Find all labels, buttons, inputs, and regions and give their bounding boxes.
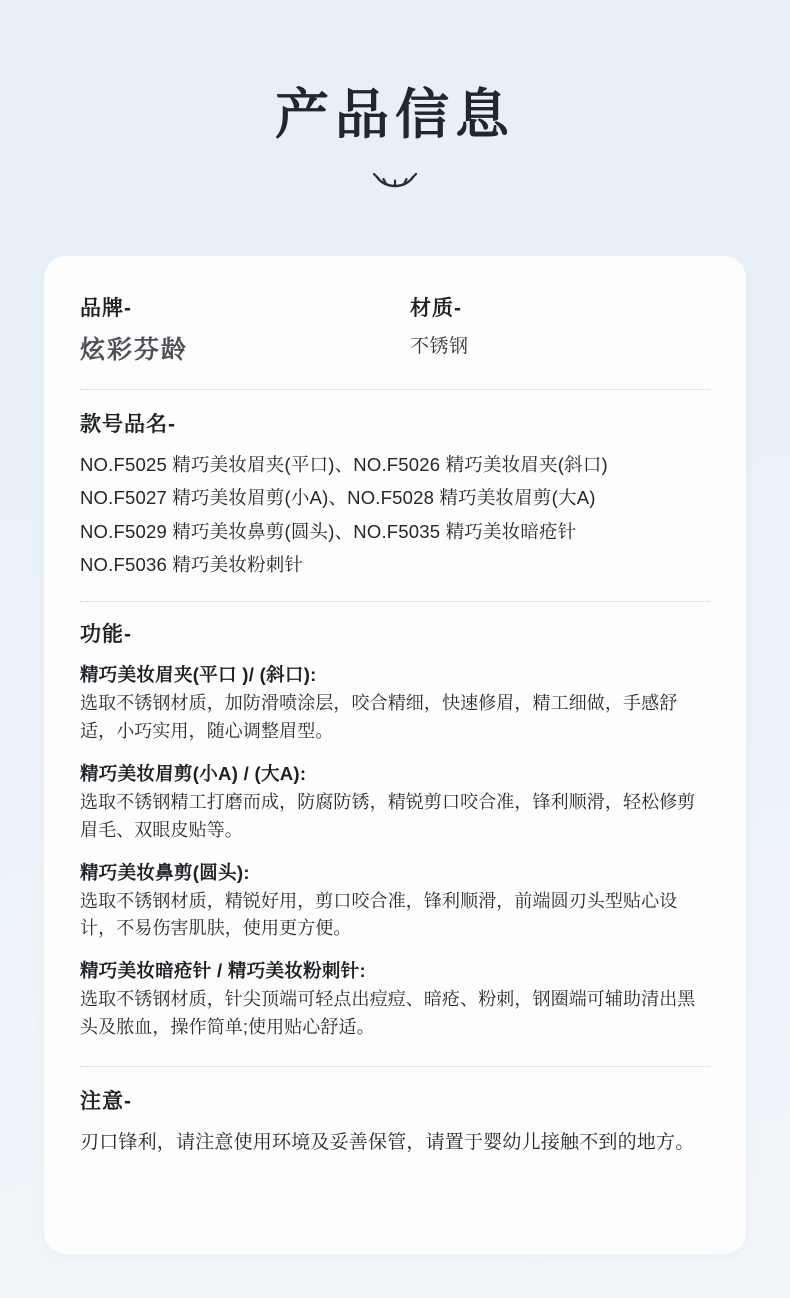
function-item-body: 选取不锈钢精工打磨而成，防腐防锈，精锐剪口咬合准，锋利顺滑，轻松修剪眉毛、双眼皮贴等。 (80, 791, 696, 840)
function-label: 功能- (80, 622, 132, 646)
divider-1 (80, 389, 710, 390)
eyelash-icon (0, 171, 790, 197)
divider-2 (80, 601, 710, 602)
function-item-body: 选取不锈钢材质，精锐好用，剪口咬合准，锋利顺滑，前端圆刃头型贴心设计，不易伤害肌肤，使用更方便。 (80, 890, 678, 939)
models-label: 款号品名- (80, 413, 176, 437)
material-value: 不锈钢 (410, 336, 469, 358)
function-item (80, 661, 710, 746)
list-item: NO.F5036 精巧美妆粉刺针 (80, 553, 304, 575)
function-item-title: 精巧美妆鼻剪(圆头): (80, 861, 250, 883)
function-item-title: 精巧美妆眉剪(小A) / (大A): (80, 762, 307, 784)
function-item (80, 957, 710, 1042)
brand-value: 炫彩芬龄 (80, 336, 189, 365)
function-item (80, 859, 710, 944)
product-info-card (44, 256, 746, 1254)
models-list (80, 451, 710, 578)
brand-label: 品牌- (80, 297, 132, 320)
function-section (80, 622, 710, 1042)
notice-body: 刃口锋利，请注意使用环境及妥善保管，请置于婴幼儿接触不到的地方。 (80, 1132, 695, 1154)
function-item-body: 选取不锈钢材质，针尖顶端可轻点出痘痘、暗疮、粉刺，钢圈端可辅助清出黑头及脓血，操作简单;使用贴心舒适。 (80, 989, 696, 1038)
notice-label: 注意- (80, 1090, 132, 1114)
list-item: NO.F5029 精巧美妆鼻剪(圆头)、NO.F5035 精巧美妆暗疮针 (80, 520, 577, 542)
function-item-body: 选取不锈钢材质，加防滑喷涂层，咬合精细，快速修眉，精工细做，手感舒适，小巧实用，随心调整眉型。 (80, 693, 678, 741)
divider-3 (80, 1066, 710, 1067)
function-item-title: 精巧美妆眉夹(平口 )/ (斜口): (80, 664, 317, 685)
function-item-title: 精巧美妆暗疮针 / 精巧美妆粉刺针: (80, 960, 366, 982)
page-header (0, 0, 790, 197)
list-item: NO.F5027 精巧美妆眉剪(小A)、NO.F5028 精巧美妆眉剪(大A) (80, 487, 596, 509)
page-title: 产品信息 (275, 85, 515, 145)
function-item (80, 760, 710, 845)
notice-section (80, 1089, 710, 1159)
material-field (410, 296, 710, 360)
brand-material-row (80, 296, 710, 365)
list-item: NO.F5025 精巧美妆眉夹(平口)、NO.F5026 精巧美妆眉夹(斜口) (80, 454, 608, 476)
brand-field (80, 296, 410, 365)
models-section (80, 412, 710, 579)
material-label: 材质- (410, 297, 462, 320)
